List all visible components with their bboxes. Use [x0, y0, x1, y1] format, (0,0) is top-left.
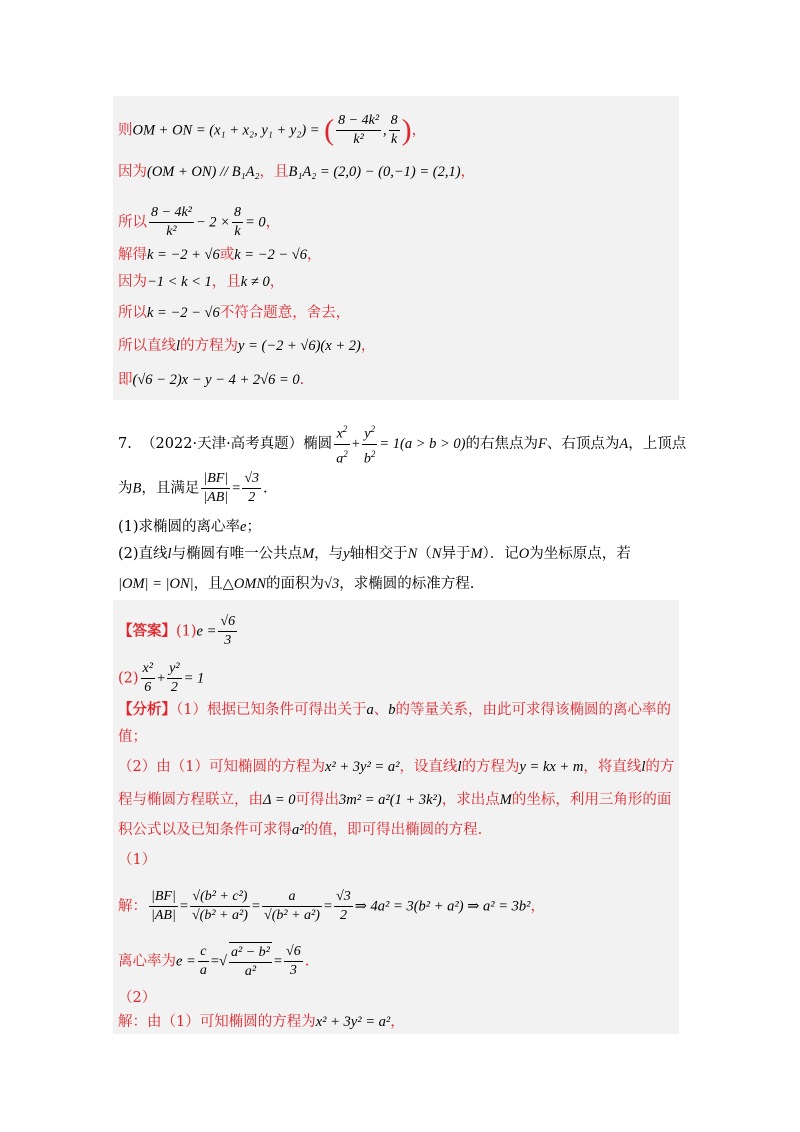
- line-k-range: 因为−1 < k < 1，且k ≠ 0，: [118, 274, 285, 290]
- analysis-line4: 程与椭圆方程联立，由Δ = 0可得出3m² = a²(1 + 3k²)，求出点M的坐标，利用三角形的面: [118, 792, 672, 808]
- question-7-part1: (1)求椭圆的离心率e；: [118, 519, 261, 535]
- question-7-line1: 7. （2022·天津·高考真题）椭圆 $\frac{x^2}{a^2}$ + $\frac{y^2}{b^2}$ = 1(a > b > 0)的右焦点为F、右顶点为A，上顶点: [118, 420, 686, 468]
- analysis-line5: 积公式以及已知条件可求得a²的值，即可得出椭圆的方程.: [118, 822, 483, 838]
- solution-line-ratio: 解： $\frac{|BF|}{|AB|}$ = $\frac{\text{√(b² + c²)}}{\text{√(b² + a²)}}$ = $\frac{a}{\text{√(b² + a²)}}$ = $\frac{√3}{2}$ ⇒ 4a² = 3(b² + a²) ⇒ a² = 3b²，: [118, 889, 545, 923]
- question-7-part2: (2)直线l与椭圆有唯一公共点M，与y轴相交于N（N异于M）．记O为坐标原点，若: [118, 546, 631, 562]
- line-final-eq: 即(√6 − 2)x − y − 4 + 2√6 = 0.: [118, 372, 305, 388]
- line-om-on-sum: 则OM + ON = (x₁ + x₂, y₁ + y₂) = ( $\frac{\text{8 − 4k²}}{\text{k²}}$ , $\frac{8}{k}$ )，: [118, 113, 427, 147]
- line-solve-k: 解得k = −2 + √6或k = −2 − √6，: [118, 247, 322, 263]
- line-line-eq: 所以直线l的方程为y = (−2 + √6)(x + 2)，: [118, 338, 376, 354]
- solution-line-eccentricity: 离心率为e = $\frac{c}{a}$ =√ $\frac{\text{a² − b²}}{\text{a²}}$ = $\frac{√6}{3}$ .: [118, 944, 310, 979]
- answer-line1: 【答案】(1)e = $\frac{√6}{3}$: [118, 614, 236, 648]
- answer-line2: (2) $\frac{\text{x²}}{6}$ + $\frac{\text{y²}}{2}$ = 1: [118, 661, 205, 695]
- question-7-part2-cont: |OM| = |ON|，且△OMN的面积为√3，求椭圆的标准方程.: [118, 576, 475, 592]
- line-equation: 所以 $\frac{\text{8 − 4k²}}{\text{k²}}$ − 2 × $\frac{8}{k}$ = 0，: [118, 205, 281, 239]
- line-parallel: 因为(OM + ON) // B₁A₂，且B₁A₂ = (2,0) − (0,−1) = (2,1)，: [118, 164, 476, 180]
- solution-part1-label: （1）: [118, 852, 157, 868]
- solution-part2-label: （2）: [118, 990, 157, 1006]
- analysis-line1: 【分析】（1）根据已知条件可得出关于a、b的等量关系，由此可求得该椭圆的离心率的: [118, 701, 671, 718]
- question-7-line2: 为B，且满足 $\frac{|BF|}{|AB|}$ = $\frac{√3}{2}$ .: [118, 471, 268, 505]
- line-reject: 所以k = −2 − √6不符合题意，舍去，: [118, 305, 351, 321]
- solution-part2-line1: 解：由（1）可知椭圆的方程为x² + 3y² = a²，: [118, 1014, 405, 1030]
- analysis-line3: （2）由（1）可知椭圆的方程为x² + 3y² = a²，设直线l的方程为y = kx + m，将直线l的方: [118, 759, 675, 775]
- analysis-line2: 值；: [118, 729, 147, 745]
